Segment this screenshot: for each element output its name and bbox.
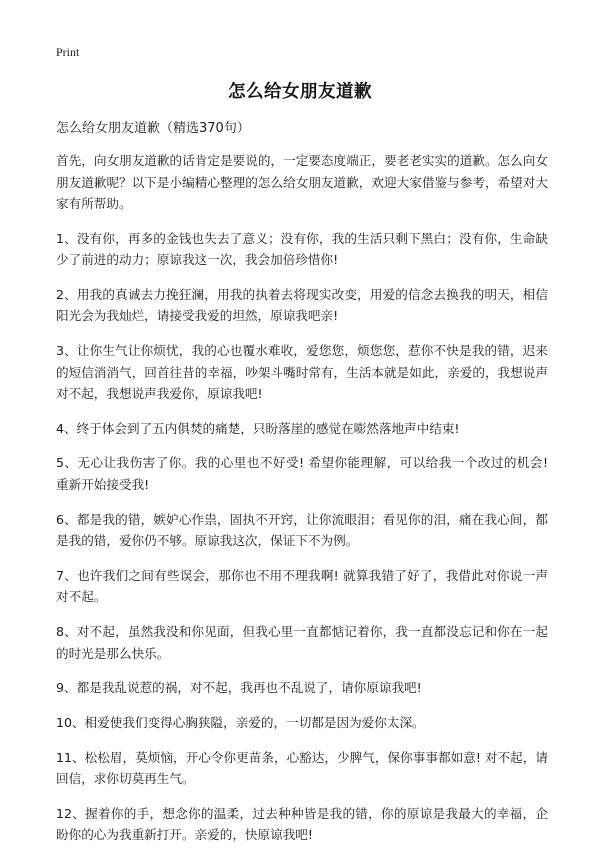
apology-item: 4、终于体会到了五内俱焚的痛楚，只盼落崖的感觉在嘭然落地声中结束! [56, 420, 460, 436]
apology-item: 2、用我的真诚去力挽狂澜，用我的执着去将现实改变，用爱的信念去换我的明天，相信阳光会为我灿烂，请接受我爱的坦然，原谅我吧亲! [56, 286, 548, 324]
apology-item: 11、松松眉，莫烦恼，开心令你更苗条，心豁达，少脾气，保你事事都如意! 对不起，请回信，求你切莫再生气。 [56, 749, 548, 787]
document-body [56, 119, 548, 859]
apology-item: 6、都是我的错，嫉妒心作祟，固执不开窍，让你流眼泪；看见你的泪，痛在我心间，都是我的错，爱你仍不够。原谅我这次，保证下不为例。 [56, 511, 548, 549]
apology-item: 12、握着你的手，想念你的温柔，过去种种皆是我的错，你的原谅是我最大的幸福，企盼你的心为我重新打开。亲爱的，快原谅我吧! [56, 805, 548, 843]
intro-paragraph: 首先，向女朋友道歉的话肯定是要说的，一定要态度端正，要老老实实的道歉。怎么向女朋友道歉呢？以下是小编精心整理的怎么给女朋友道歉，欢迎大家借鉴与参考，希望对大家有所帮助。 [56, 153, 548, 211]
apology-item: 9、都是我乱说惹的祸，对不起，我再也不乱说了，请你原谅我吧! [56, 680, 422, 696]
subtitle: 怎么给女朋友道歉（精选370句） [56, 121, 250, 136]
apology-item: 7、也许我们之间有些误会，那你也不用不理我啊! 就算我错了好了，我借此对你说一声对不起。 [56, 567, 548, 605]
print-link[interactable]: Print [56, 45, 80, 59]
apology-item: 3、让你生气让你烦忧，我的心也覆水难收，爱您您，烦您您，惹你不快是我的错，迟来的短信消消气，回首往昔的幸福，吵架斗嘴时常有，生活本就是如此，亲爱的，我想说声对不起，我想说声我爱你，原谅我吧! [56, 343, 548, 402]
apology-item: 1、没有你，再多的金钱也失去了意义；没有你，我的生活只剩下黑白；没有你，生命缺少了前进的动力；原谅我这一次，我会加倍珍惜你! [56, 230, 548, 268]
apology-item: 10、相爱使我们变得心胸狭隘，亲爱的，一切都是因为爱你太深。 [56, 714, 425, 730]
apology-item: 5、无心让我伤害了你。我的心里也不好受! 希望你能理解，可以给我一个改过的机会! 重新开始接受我! [56, 455, 548, 492]
page-title: 怎么给女朋友道歉 [228, 82, 372, 102]
apology-item: 8、对不起，虽然我没和你见面，但我心里一直都惦记着你，我一直都没忘记和你在一起的时光是那么快乐。 [56, 624, 548, 661]
